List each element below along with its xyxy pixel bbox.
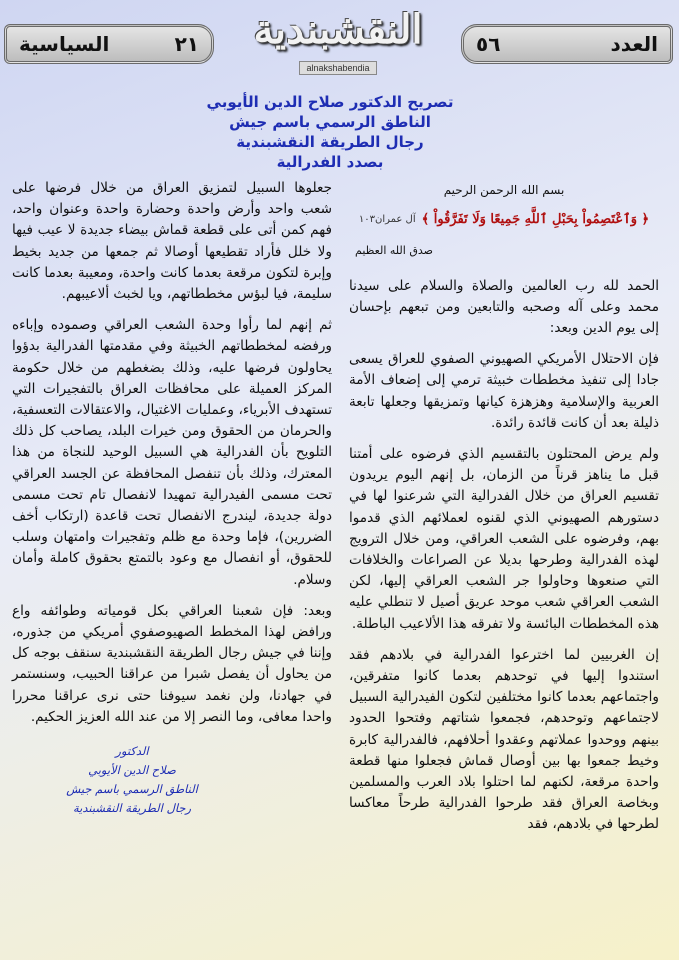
paragraph: إن الغربيين لما اخترعوا الفدرالية في بلادهم فقد استندوا إليها في توحدهم بعدما كانوا متفرقين، واجتماعهم بعدما كانوا مختلفين لتكون الفيدرالية السبيل لاجتماعهم وتوحدهم، فجمعوا شتاتهم وفتحوا الحدود بينهم ووحدوا عملاتهم وعقدوا أحلافهم، فالفدرالية كابرة وخيط جمعوا بها بين أوصال قماش فجعلوا منها قطعة واحدة مرقعة، لكنهم لما احتلوا بلاد العرب والمسلمين وبخاصة العراق فقد طرحوا الفدرالية طرحاً معاكسا لطرحها في بلادهم، فقد — [349, 646, 659, 833]
signature-title: الدكتور — [115, 744, 149, 759]
left-column — [12, 178, 332, 818]
signature — [12, 742, 332, 818]
title-line-4: بصدد الفدرالية — [276, 153, 384, 171]
logo-title: النقشبندية — [253, 6, 423, 53]
sadaq-text: صدق الله العظيم — [355, 244, 433, 258]
verse-reference: آل عمران١٠٣ — [358, 214, 416, 226]
paragraph: الحمد لله رب العالمين والصلاة والسلام على سيدنا محمد وعلى آله وصحبه والتابعين ومن تبعهم بإحسان إلى يوم الدين وبعد: — [349, 277, 659, 337]
signature-name: صلاح الدين الأيوبي — [88, 763, 176, 778]
signature-role: الناطق الرسمي باسم جيش — [66, 782, 198, 797]
issue-banner — [461, 24, 673, 64]
quran-verse — [349, 209, 659, 230]
masthead — [0, 0, 679, 88]
magazine-logo — [238, 4, 438, 74]
section-number: ٢١ — [174, 32, 199, 56]
title-line-3: رجال الطريقة النقشبندية — [236, 133, 424, 151]
section-banner — [4, 24, 214, 64]
paragraph: جعلوها السبيل لتمزيق العراق من خلال فرضها على شعب واحد وأرض واحدة وحضارة واحدة وعنوان واحد، فهم كمن أتى على قطعة قماش بيضاء جديدة لا عيب فيها ولا خلل فأراد تقطيعها أوصالا ثم جمعها من جديد بخيط وإبرة لتكون مرقعة بعدما كانت واحدة، ومعيبة بعدما كانت سليمة، فيا لبؤس مخططاتهم، ويا لخبث ألاعيبهم. — [12, 180, 332, 303]
verse-text: ﴿ وَٱعْتَصِمُواْ بِحَبْلِ ٱللَّهِ جَمِيعًا وَلَا تَفَرَّقُواْ ﴾ — [421, 212, 650, 228]
paragraph: وبعد: فإن شعبنا العراقي بكل قومياته وطوائفه واع ورافض لهذا المخطط الصهيوصفوي أمريكي من جذوره، وإننا في جيش رجال الطريقة النقشبندية سنقف بوجه كل من يحاول أن يفصل شبرا من عراقنا الحبيب، وسنستمر في جهادنا، ولن نغمد سيوفنا حتى نرى عراقنا محررا واحدا معافى، وما النصر إلا من عند الله العزيز الحكيم. — [12, 602, 332, 725]
signature-org: رجال الطريقة النقشبندية — [72, 801, 192, 816]
title-line-1: تصريح الدكتور صلاح الدين الأيوبي — [206, 93, 454, 111]
logo-subtitle: alnakshabendia — [299, 61, 376, 75]
issue-number: ٥٦ — [476, 32, 501, 56]
right-column — [349, 178, 659, 846]
article-title — [140, 92, 520, 172]
basmala: بسم الله الرحمن الرحيم — [443, 183, 565, 197]
issue-label: العدد — [610, 32, 658, 56]
title-line-2: الناطق الرسمي باسم جيش — [229, 113, 431, 131]
section-label: السياسية — [19, 32, 110, 56]
paragraph: ثم إنهم لما رأوا وحدة الشعب العراقي وصموده وإباءه ورفضه لمخططاتهم الخبيثة وفي مقدمتها الفدرالية بدؤوا يحاولون فرضها عليه، وذلك بضغطهم من خلال حكومة المركز العميلة على محافظات العراق بالتفجيرات التي تستهدف الأبرياء، وعمليات الاغتيال، والاعتقالات التعسفية، والحرمان من الحقوق ومن خيرات البلد، يصاحب كل ذلك التلويح بأن الفدرالية هي السبيل الوحيد للنجاة من هذا المعترك، وذلك بأن تنفصل المحافظة عن الجسد العراقي تحت مسمى الفيدرالية تمهيدا لانفصال تام تحت مسمى دولة جديدة، ليندرج الانفصال تحت قاعدة (ارتكاب أخف الضررين)، فإما وحدة مع ظلم وتفجيرات وامتهان وسلب للحقوق، أو انفصال مع وعود بالتمتع بحقوق كاملة وأمان وسلام. — [12, 317, 332, 588]
paragraph: فإن الاحتلال الأمريكي الصهيوني الصفوي للعراق يسعى جادا إلى تنفيذ مخططات خبيثة ترمي إلى إضعاف الأمة العربية والإسلامية وهزهزة كيانها وتمزيقها وجعلها تابعة ذليلة بعد أن كانت قائدة رائدة. — [349, 351, 659, 431]
paragraph: ولم يرض المحتلون بالتقسيم الذي فرضوه على أمتنا قبل ما يناهز قرناً من الزمان، بل إنهم اليوم يريدون تقسيم العراق من خلال الفدرالية التي شرعنوا لها في دستورهم الصهيوني الذي لقنوه لعملائهم الذي قدموا بهم، وفرضوه على الشعب العراقي، ومن خلال الترويج لهذه الفدرالية وطرحها بديلا عن الصراعات والخلافات التي صنعوها وحاولوا جر الشعب العراقي إليها، لكن الشعب العراقي شعب موحد عريق أصيل لا تنطلي عليه هذه المخططات البائسة ولا تفرقه هذا الألاعيب الباطلة. — [349, 446, 659, 632]
